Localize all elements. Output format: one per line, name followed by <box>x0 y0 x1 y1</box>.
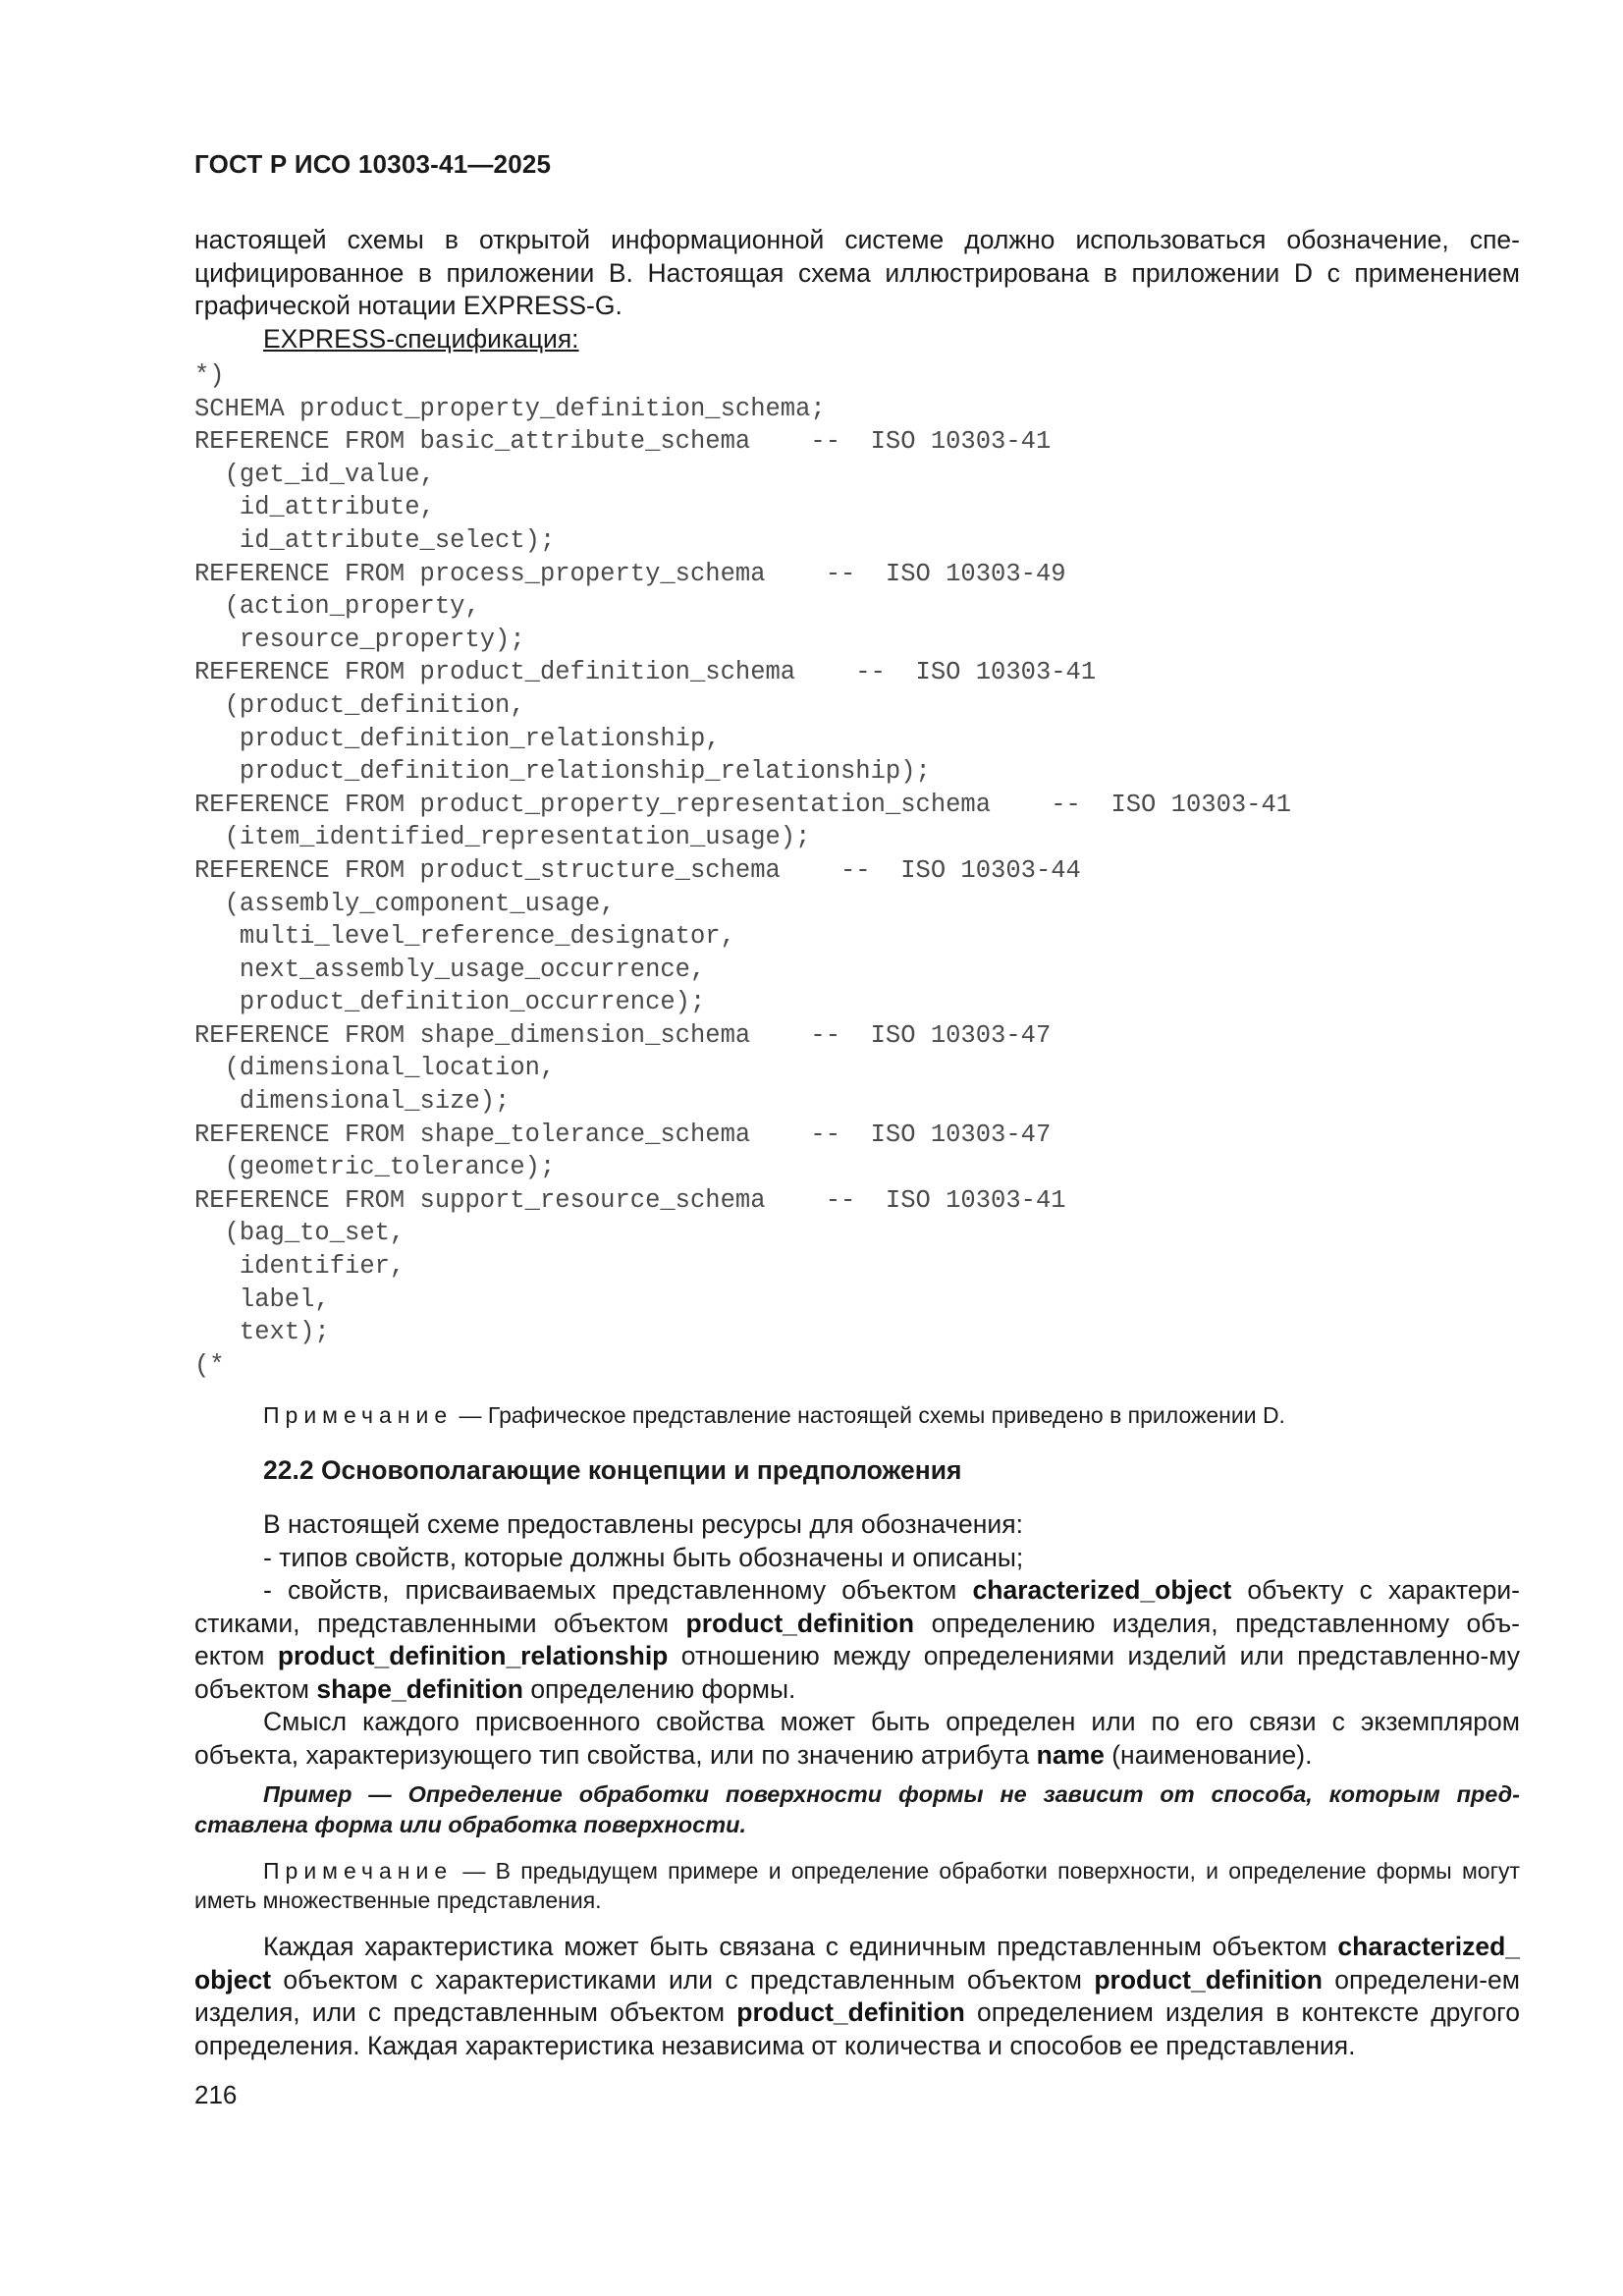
term-shape-definition: shape_definition <box>316 1673 523 1704</box>
code-line: (get_id_value, <box>194 460 435 489</box>
code-line: REFERENCE FROM shape_tolerance_schema -- ISO 10303-47 <box>194 1120 1052 1149</box>
code-line: REFERENCE FROM product_definition_schema -- ISO 10303-41 <box>194 658 1097 687</box>
document-header: ГОСТ Р ИСО 10303-41—2025 <box>194 149 552 179</box>
code-line: resource_property); <box>194 625 525 654</box>
body-p3-g: отношению между определениями изделий или представленно-му объектом <box>194 1641 1520 1704</box>
code-line: multi_level_reference_designator, <box>194 922 735 952</box>
code-line: REFERENCE FROM support_resource_schema -- ISO 10303-41 <box>194 1185 1066 1215</box>
intro-line-1: настоящей схемы в открытой информационной системе должно использоваться обозначение, спе- <box>194 225 1520 254</box>
term-product-definition-relationship: product_definition_relationship <box>277 1641 669 1670</box>
note-2-text: — В предыдущем примере и определение обработки поверхности, и определение формы могут иметь множественные представления. <box>194 1858 1520 1913</box>
body-p4-c: (наименование). <box>1104 1739 1313 1770</box>
final-text <box>194 1931 1520 2062</box>
term-name: name <box>1036 1739 1105 1770</box>
body-text <box>194 1508 1520 1772</box>
body-p4 <box>194 1706 1520 1772</box>
final-paragraph <box>194 1931 1520 2062</box>
body-p3-i: определению формы. <box>522 1673 796 1704</box>
intro-paragraph <box>194 224 1520 355</box>
body-p4-a: Смысл каждого присвоенного свойства может быть определен или по его связи с экземпляром объекта, характеризующего тип свойства, или по значению атрибута <box>194 1707 1520 1770</box>
code-line: (item_identified_representation_usage); <box>194 823 811 852</box>
code-line: REFERENCE FROM product_structure_schema -- ISO 10303-44 <box>194 855 1081 885</box>
body-p3 <box>194 1574 1520 1706</box>
express-code-block <box>194 359 1291 1382</box>
example-block <box>194 1779 1520 1840</box>
code-line: (product_definition, <box>194 690 525 720</box>
code-line: text); <box>194 1318 330 1347</box>
code-line: identifier, <box>194 1252 406 1282</box>
note-1-text: — Графическое представление настоящей схемы приведено в приложении D. <box>459 1402 1285 1428</box>
final-g: определением изделия в контексте другого определения. Каждая характеристика независима от количества и способов ее представления. <box>194 1997 1520 2060</box>
note-1-label: Примечание <box>263 1402 454 1428</box>
code-line: (action_property, <box>194 592 480 622</box>
code-line: REFERENCE FROM shape_dimension_schema -- ISO 10303-47 <box>194 1020 1052 1050</box>
final-e: определени-ем изделия, или с представленным объектом <box>194 1964 1520 2027</box>
page-number: 216 <box>194 2080 238 2109</box>
section-title: 22.2 Основополагающие концепции и предположения <box>263 1455 962 1485</box>
note-2 <box>194 1856 1520 1915</box>
code-line: product_definition_relationship, <box>194 724 721 753</box>
code-line: SCHEMA product_property_definition_schema; <box>194 394 826 423</box>
code-line: product_definition_occurrence); <box>194 988 706 1017</box>
code-line: (dimensional_location, <box>194 1054 556 1083</box>
final-c: объектом с характеристиками или с представленным объектом <box>271 1964 1095 1995</box>
note-1 <box>194 1400 1520 1430</box>
term-characterized-object-2: characterized_ object <box>194 1932 1520 1995</box>
code-line: product_definition_relationship_relationship); <box>194 757 931 787</box>
code-line: (geometric_tolerance); <box>194 1153 556 1182</box>
code-line: REFERENCE FROM process_property_schema -- ISO 10303-49 <box>194 559 1066 588</box>
example-text: Пример — Определение обработки поверхности формы не зависит от способа, которым пред-ставлена форма или обработка поверхности. <box>194 1781 1520 1837</box>
note-2-label: Примечание <box>263 1858 454 1884</box>
express-spec-label: EXPRESS-спецификация: <box>263 323 579 354</box>
code-line: id_attribute, <box>194 493 435 522</box>
code-line: label, <box>194 1285 330 1314</box>
term-product-definition-2: product_definition <box>1094 1964 1323 1995</box>
term-characterized-object: characterized_object <box>972 1575 1232 1605</box>
term-product-definition: product_definition <box>685 1608 915 1638</box>
body-p2: - типов свойств, которые должны быть обозначены и описаны; <box>263 1542 1024 1572</box>
intro-line-3: графической нотации EXPRESS-G. <box>194 291 622 320</box>
term-product-definition-3: product_definition <box>736 1997 965 2027</box>
code-line: next_assembly_usage_occurrence, <box>194 955 706 984</box>
body-p3-e: определению изделия, представленному объ-ектом <box>194 1608 1520 1670</box>
code-line: (bag_to_set, <box>194 1219 406 1248</box>
final-a: Каждая характеристика может быть связана с единичным представленным объектом <box>263 1932 1338 1961</box>
code-line: REFERENCE FROM product_property_representation_schema -- ISO 10303-41 <box>194 790 1292 819</box>
code-line: id_attribute_select); <box>194 525 556 555</box>
code-line: REFERENCE FROM basic_attribute_schema -- ISO 10303-41 <box>194 427 1052 457</box>
body-p3-c: объекту с характери-стиками, представленными объектом <box>194 1575 1520 1638</box>
code-line: (* <box>194 1350 225 1380</box>
code-line: (assembly_component_usage, <box>194 889 616 918</box>
body-p3-a: - свойств, присваиваемых представленному объектом <box>263 1575 973 1605</box>
code-line: dimensional_size); <box>194 1087 511 1117</box>
intro-line-2: цифицированное в приложении В. Настоящая схема иллюстрирована в приложении D с применением <box>194 257 1520 288</box>
section-heading <box>194 1455 1520 1486</box>
code-line: *) <box>194 361 225 390</box>
body-p1: В настоящей схеме предоставлены ресурсы для обозначения: <box>263 1509 1023 1539</box>
